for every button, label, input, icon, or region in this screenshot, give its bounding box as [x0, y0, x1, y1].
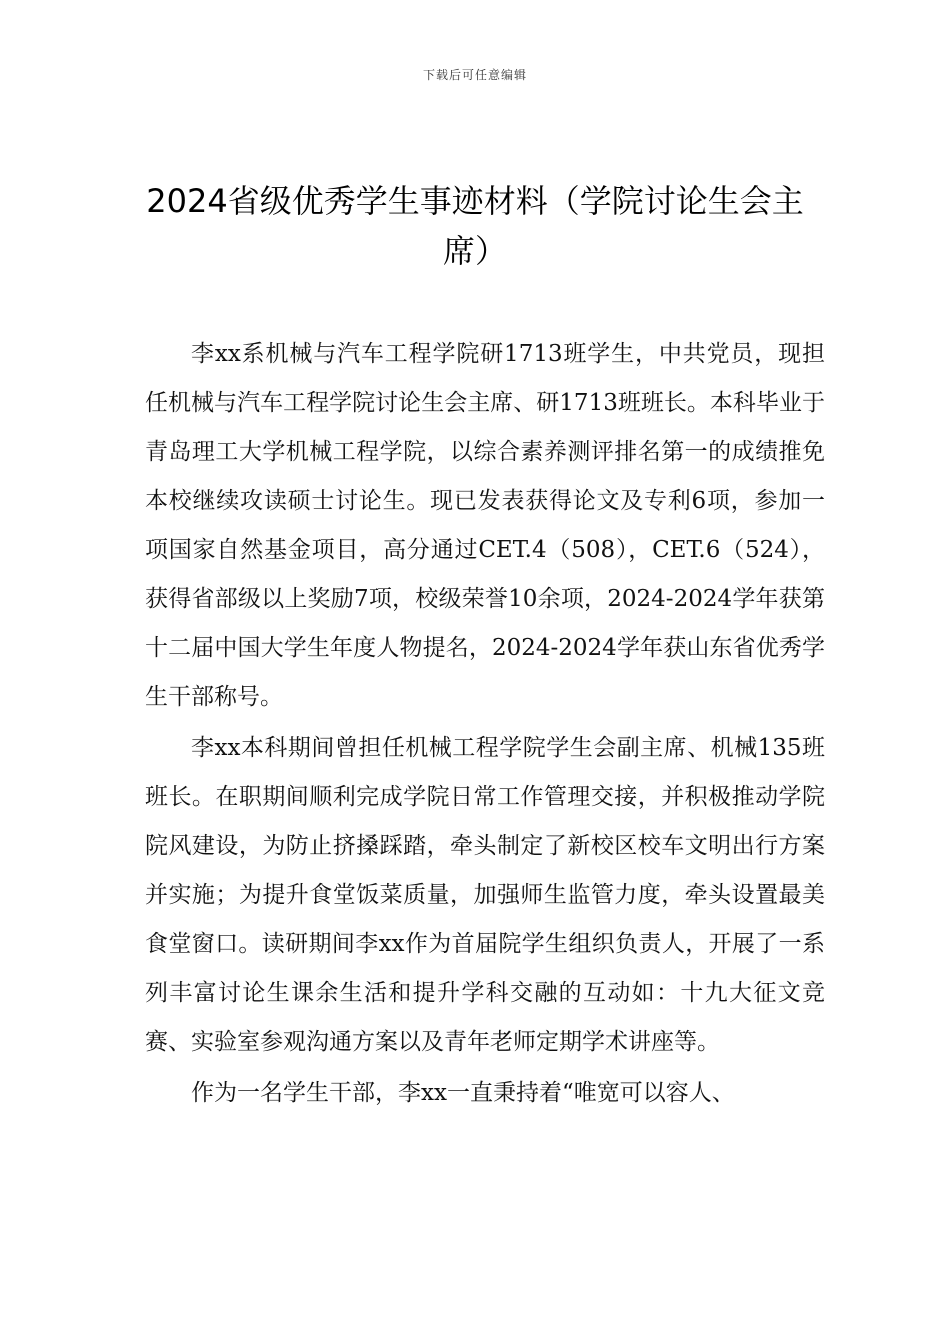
- paragraph: 李xx系机械与汽车工程学院研1713班学生，中共党员，现担任机械与汽车工程学院讨论生会主席、研1713班班长。本科毕业于青岛理工大学机械工程学院，以综合素养测评排名第一的成绩推免本校继续攻读硕士讨论生。现已发表获得论文及专利6项，参加一项国家自然基金项目，高分通过CET.4（508），CET.6（524），获得省部级以上奖励7项，校级荣誉10余项，2024-2024学年获第十二届中国大学生年度人物提名，2024-2024学年获山东省优秀学生干部称号。: [145, 341, 825, 710]
- document-title: 2024省级优秀学生事迹材料（学院讨论生会主席）: [146, 182, 804, 270]
- paragraph: 作为一名学生干部，李xx一直秉持着“唯宽可以容人、: [191, 1080, 735, 1106]
- paragraph: 李xx本科期间曾担任机械工程学院学生会副主席、机械135班班长。在职期间顺利完成学院日常工作管理交接，并积极推动学院院风建设，为防止挤搡踩踏，牵头制定了新校区校车文明出行方案并实施；为提升食堂饭菜质量，加强师生监管力度，牵头设置最美食堂窗口。读研期间李xx作为首届院学生组织负责人，开展了一系列丰富讨论生课余生活和提升学科交融的互动如：十九大征文竞赛、实验室参观沟通方案以及青年老师定期学术讲座等。: [145, 735, 825, 1055]
- header-note: 下载后可任意编辑: [422, 68, 527, 82]
- document-body: [145, 330, 825, 1118]
